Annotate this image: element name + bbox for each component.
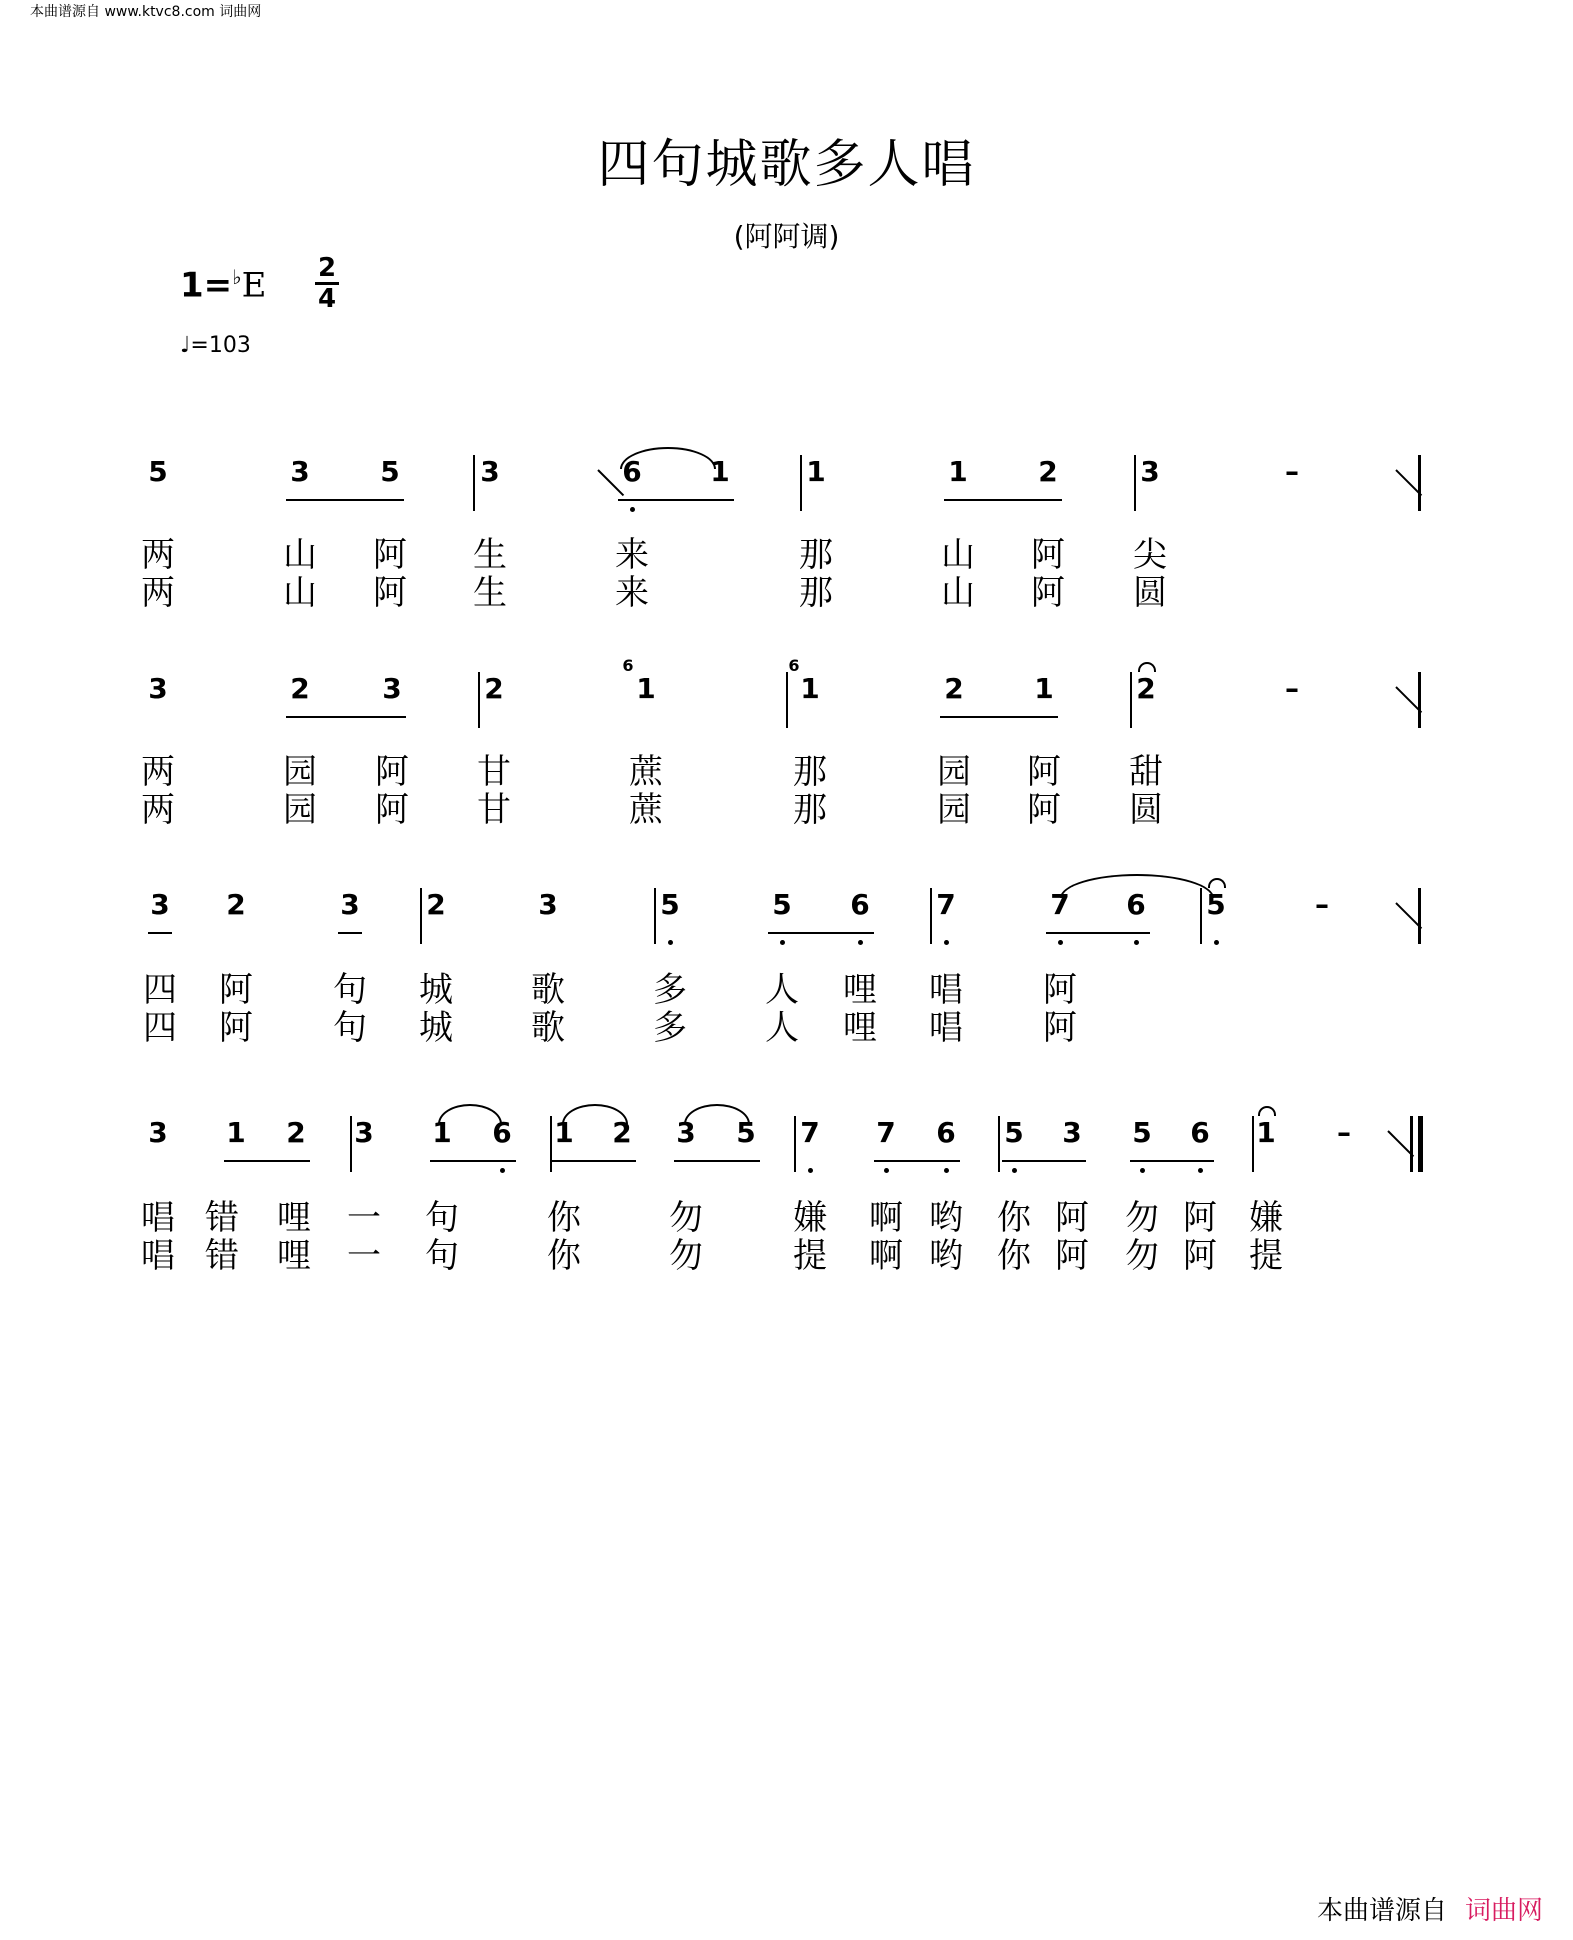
lyric: 生 xyxy=(473,535,507,575)
flat-sign: ♭ xyxy=(232,265,242,289)
lyric: 嫌 xyxy=(1249,1198,1283,1238)
sustain-dash: – xyxy=(1337,1116,1351,1149)
lyric: 句 xyxy=(333,970,367,1010)
lyric: 阿 xyxy=(1027,752,1061,792)
lyric: 你 xyxy=(547,1198,581,1238)
underline xyxy=(768,932,874,934)
sustain-dash: – xyxy=(1315,888,1329,921)
low-octave-dot xyxy=(858,940,863,945)
note: 7 xyxy=(800,1116,820,1149)
song-subtitle: (阿阿调) xyxy=(733,220,840,253)
note: 3 xyxy=(150,888,170,921)
note: 2 xyxy=(484,672,504,705)
underline xyxy=(674,1160,760,1162)
lyric: 山 xyxy=(941,535,975,575)
grace-note: 6 xyxy=(622,656,634,675)
note: 6 xyxy=(1190,1116,1210,1149)
lyric: 你 xyxy=(997,1198,1031,1238)
lyric: 阿 xyxy=(219,1008,253,1048)
barline xyxy=(794,1116,796,1172)
underline xyxy=(940,716,1058,718)
lyric: 勿 xyxy=(669,1236,703,1276)
low-octave-dot xyxy=(630,507,635,512)
lyric: 那 xyxy=(799,535,833,575)
low-octave-dot xyxy=(1214,940,1219,945)
lyric: 阿 xyxy=(1027,790,1061,830)
lyric: 啊 xyxy=(869,1236,903,1276)
lyric: 嫌 xyxy=(793,1198,827,1238)
lyric: 阿 xyxy=(1183,1198,1217,1238)
note: 2 xyxy=(286,1116,306,1149)
note: 1 xyxy=(710,455,730,488)
note: 5 xyxy=(1004,1116,1024,1149)
underline xyxy=(430,1160,516,1162)
note: 2 xyxy=(426,888,446,921)
lyric: 生 xyxy=(473,573,507,613)
underline xyxy=(944,499,1062,501)
note: 5 xyxy=(148,455,168,488)
underline xyxy=(338,932,362,934)
fermata-icon xyxy=(1258,1106,1276,1116)
underline xyxy=(1002,1160,1086,1162)
note: 2 xyxy=(226,888,246,921)
lyric: 勿 xyxy=(1125,1198,1159,1238)
meter-bottom: 4 xyxy=(317,284,337,314)
low-octave-dot xyxy=(668,940,673,945)
tempo-marking xyxy=(180,333,251,358)
lyric: 哟 xyxy=(929,1236,963,1276)
note: 3 xyxy=(480,455,500,488)
lyric: 唱 xyxy=(929,1008,963,1048)
low-octave-dot xyxy=(1140,1168,1145,1173)
lyric: 两 xyxy=(141,752,175,792)
underline xyxy=(148,932,172,934)
lyric: 两 xyxy=(141,790,175,830)
lyric: 唱 xyxy=(141,1236,175,1276)
barline xyxy=(473,455,475,511)
barline xyxy=(998,1116,1000,1172)
lyric: 提 xyxy=(793,1236,827,1276)
low-octave-dot xyxy=(1134,940,1139,945)
lyric: 城 xyxy=(419,970,453,1010)
lyric: 唱 xyxy=(141,1198,175,1238)
lyric: 园 xyxy=(283,790,317,830)
barline xyxy=(1418,888,1421,944)
lyric: 城 xyxy=(419,1008,453,1048)
lyric: 哟 xyxy=(929,1198,963,1238)
low-octave-dot xyxy=(780,940,785,945)
note: 7 xyxy=(936,888,956,921)
note: 3 xyxy=(538,888,558,921)
note: 6 xyxy=(1126,888,1146,921)
barline xyxy=(1200,888,1202,944)
underline xyxy=(618,499,734,501)
barline xyxy=(654,888,656,944)
underline xyxy=(224,1160,310,1162)
tempo-value: =103 xyxy=(190,333,251,358)
song-title: 四句城歌多人唱 xyxy=(597,135,976,195)
note: 5 xyxy=(772,888,792,921)
lyric: 阿 xyxy=(1055,1198,1089,1238)
lyric: 你 xyxy=(997,1236,1031,1276)
note: 5 xyxy=(660,888,680,921)
lyric: 阿 xyxy=(375,752,409,792)
sustain-dash: – xyxy=(1285,455,1299,488)
note: 2 xyxy=(1136,672,1156,705)
lyric: 阿 xyxy=(1031,535,1065,575)
barline xyxy=(1252,1116,1254,1172)
barline xyxy=(478,672,480,728)
lyric: 来 xyxy=(615,573,649,613)
lyric: 四 xyxy=(143,1008,177,1048)
lyric: 那 xyxy=(793,790,827,830)
lyric: 勿 xyxy=(1125,1236,1159,1276)
lyric: 多 xyxy=(653,1008,687,1048)
quarter-note-icon: ♩ xyxy=(180,333,191,358)
note: 2 xyxy=(290,672,310,705)
barline xyxy=(930,888,932,944)
note: 1 xyxy=(432,1116,452,1149)
barline xyxy=(1418,672,1421,728)
note: 7 xyxy=(876,1116,896,1149)
lyric: 你 xyxy=(547,1236,581,1276)
lyric: 四 xyxy=(143,970,177,1010)
note: 3 xyxy=(676,1116,696,1149)
lyric: 一 xyxy=(347,1236,381,1276)
lyric: 错 xyxy=(205,1236,239,1276)
note: 2 xyxy=(612,1116,632,1149)
barline xyxy=(1130,672,1132,728)
low-octave-dot xyxy=(1012,1168,1017,1173)
barline xyxy=(786,672,788,728)
source-watermark-top: 本曲谱源自 www.ktvc8.com 词曲网 xyxy=(30,4,262,20)
lyric: 人 xyxy=(765,1008,799,1048)
source-footer xyxy=(1317,1890,1543,1927)
lyric: 两 xyxy=(141,573,175,613)
fermata-icon xyxy=(1138,662,1156,672)
note: 1 xyxy=(948,455,968,488)
lyric: 阿 xyxy=(1055,1236,1089,1276)
lyric: 啊 xyxy=(869,1198,903,1238)
note: 5 xyxy=(1206,888,1226,921)
key-prefix: 1= xyxy=(180,265,233,306)
barline xyxy=(550,1116,552,1172)
note: 5 xyxy=(736,1116,756,1149)
lyric: 阿 xyxy=(1043,1008,1077,1048)
note: 3 xyxy=(148,672,168,705)
lyric: 山 xyxy=(941,573,975,613)
barline xyxy=(800,455,802,511)
lyric: 多 xyxy=(653,970,687,1010)
note: 3 xyxy=(354,1116,374,1149)
lyric: 尖 xyxy=(1133,535,1167,575)
lyric: 甘 xyxy=(477,752,511,792)
lyric: 错 xyxy=(205,1198,239,1238)
low-octave-dot xyxy=(944,1168,949,1173)
lyric: 阿 xyxy=(1043,970,1077,1010)
note: 3 xyxy=(382,672,402,705)
lyric: 山 xyxy=(283,573,317,613)
lyric: 山 xyxy=(283,535,317,575)
lyric: 圆 xyxy=(1129,790,1163,830)
lyric: 阿 xyxy=(219,970,253,1010)
final-barline xyxy=(1418,1116,1423,1172)
note: 3 xyxy=(290,455,310,488)
time-signature xyxy=(315,255,339,312)
lyric: 甘 xyxy=(477,790,511,830)
fermata-icon xyxy=(1208,878,1226,888)
note: 5 xyxy=(380,455,400,488)
lyric: 阿 xyxy=(1031,573,1065,613)
lyric: 句 xyxy=(333,1008,367,1048)
underline xyxy=(286,716,406,718)
low-octave-dot xyxy=(1058,940,1063,945)
brand-link[interactable]: 词曲网 xyxy=(1464,1896,1543,1926)
lyric: 蔗 xyxy=(629,790,663,830)
lyric: 蔗 xyxy=(629,752,663,792)
underline xyxy=(1130,1160,1214,1162)
lyric: 提 xyxy=(1249,1236,1283,1276)
barline xyxy=(350,1116,352,1172)
underline xyxy=(1046,932,1150,934)
lyric: 句 xyxy=(425,1198,459,1238)
note: 3 xyxy=(1062,1116,1082,1149)
lyric: 那 xyxy=(799,573,833,613)
lyric: 来 xyxy=(615,535,649,575)
note: 1 xyxy=(636,672,656,705)
lyric: 句 xyxy=(425,1236,459,1276)
underline xyxy=(286,499,404,501)
lyric: 园 xyxy=(283,752,317,792)
lyric: 阿 xyxy=(1183,1236,1217,1276)
lyric: 甜 xyxy=(1129,752,1163,792)
low-octave-dot xyxy=(884,1168,889,1173)
barline xyxy=(1410,1116,1413,1172)
lyric: 阿 xyxy=(373,535,407,575)
note: 1 xyxy=(806,455,826,488)
barline xyxy=(1134,455,1136,511)
lyric: 哩 xyxy=(843,1008,877,1048)
note: 3 xyxy=(1140,455,1160,488)
lyric: 哩 xyxy=(277,1198,311,1238)
underline xyxy=(552,1160,636,1162)
barline xyxy=(1418,455,1421,511)
lyric: 人 xyxy=(765,970,799,1010)
lyric: 一 xyxy=(347,1198,381,1238)
low-octave-dot xyxy=(1198,1168,1203,1173)
lyric: 圆 xyxy=(1133,573,1167,613)
lyric: 歌 xyxy=(531,1008,565,1048)
low-octave-dot xyxy=(944,940,949,945)
note: 1 xyxy=(1256,1116,1276,1149)
low-octave-dot xyxy=(500,1168,505,1173)
lyric: 哩 xyxy=(277,1236,311,1276)
lyric: 园 xyxy=(937,752,971,792)
key-note: E xyxy=(241,265,267,306)
lyric: 勿 xyxy=(669,1198,703,1238)
lyric: 阿 xyxy=(373,573,407,613)
barline xyxy=(420,888,422,944)
grace-note: 6 xyxy=(788,656,800,675)
lyric: 园 xyxy=(937,790,971,830)
note: 5 xyxy=(1132,1116,1152,1149)
source-label: 本曲谱源自 xyxy=(1316,1896,1447,1926)
lyric: 那 xyxy=(793,752,827,792)
low-octave-dot xyxy=(808,1168,813,1173)
underline xyxy=(874,1160,960,1162)
sustain-dash: – xyxy=(1285,672,1299,705)
note: 2 xyxy=(1038,455,1058,488)
note: 1 xyxy=(226,1116,246,1149)
lyric: 两 xyxy=(141,535,175,575)
note: 6 xyxy=(622,455,642,488)
lyric: 歌 xyxy=(531,970,565,1010)
note: 3 xyxy=(148,1116,168,1149)
note: 7 xyxy=(1050,888,1070,921)
lyric: 阿 xyxy=(375,790,409,830)
note: 6 xyxy=(492,1116,512,1149)
lyric: 唱 xyxy=(929,970,963,1010)
note: 1 xyxy=(800,672,820,705)
note: 6 xyxy=(936,1116,956,1149)
note: 2 xyxy=(944,672,964,705)
lyric: 哩 xyxy=(843,970,877,1010)
note: 6 xyxy=(850,888,870,921)
note: 1 xyxy=(1034,672,1054,705)
note: 3 xyxy=(340,888,360,921)
glissando-mark xyxy=(597,469,624,496)
key-signature xyxy=(180,265,266,305)
meter-top: 2 xyxy=(317,253,337,283)
note: 1 xyxy=(554,1116,574,1149)
